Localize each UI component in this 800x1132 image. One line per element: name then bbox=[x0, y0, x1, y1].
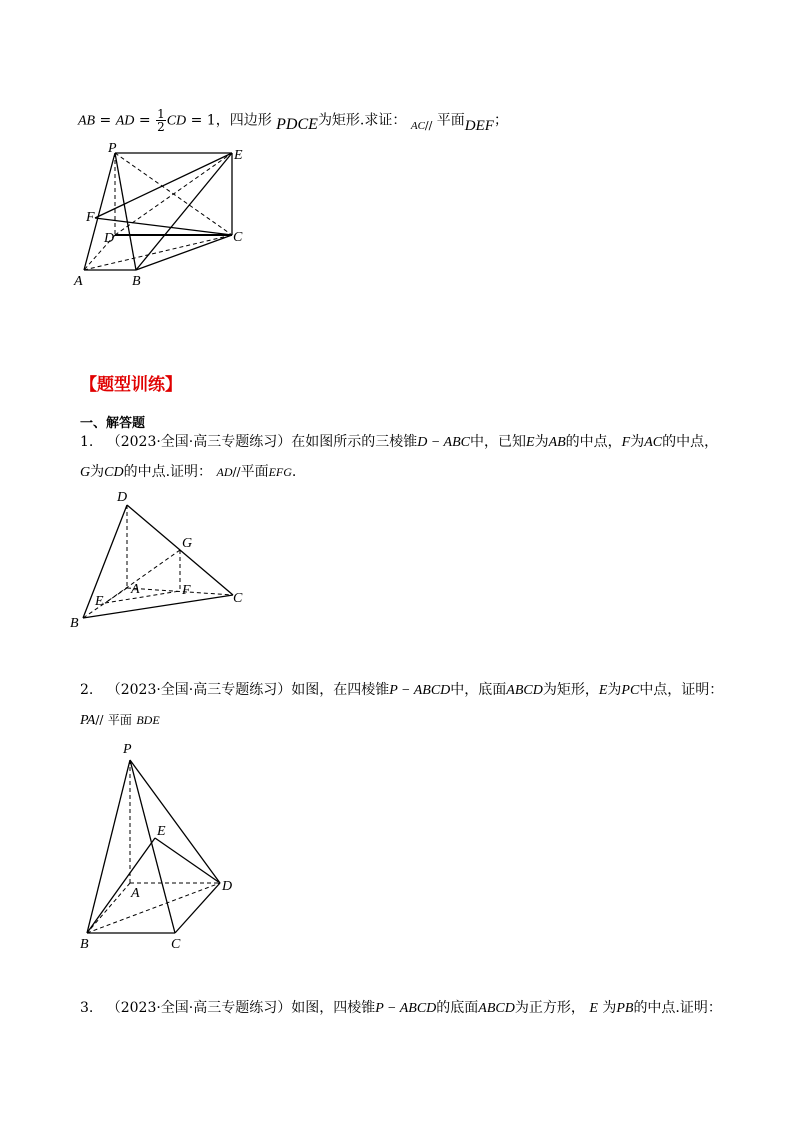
q1-parallel: // bbox=[232, 465, 241, 479]
label-def: DEF bbox=[464, 117, 494, 134]
q1-period: . bbox=[291, 464, 297, 480]
vertex-C: C bbox=[233, 591, 243, 606]
vertex-E: E bbox=[157, 824, 166, 839]
q1-text-3: 的中点， bbox=[565, 434, 622, 450]
q1-segment-ab: AB bbox=[548, 435, 566, 450]
q2-plane-bde: BDE bbox=[136, 713, 160, 727]
label-ac: AC bbox=[410, 119, 425, 132]
section-title: 【题型训练】 bbox=[80, 375, 182, 395]
equals-one: = 1 bbox=[190, 112, 216, 129]
q3-point-e: E bbox=[589, 1001, 598, 1016]
vertex-A: A bbox=[131, 582, 140, 597]
q3-text-2: 为正方形， bbox=[514, 1000, 585, 1016]
label-pdce: PDCE bbox=[276, 115, 318, 133]
segment-ad: AD bbox=[115, 113, 135, 129]
q2-text-2: 为矩形， bbox=[542, 682, 599, 698]
q2-segment-pa: PA bbox=[80, 713, 96, 728]
q1-text-4: 为 bbox=[630, 434, 645, 450]
vertex-D: D bbox=[222, 879, 233, 894]
figure-quadrilateral-pyramid bbox=[75, 735, 255, 960]
q1-text-6: 为 bbox=[90, 464, 105, 480]
q3-text-3: 为 bbox=[602, 1000, 617, 1016]
question-1-line-2 bbox=[80, 462, 296, 483]
question-3-number: 3. bbox=[80, 1000, 94, 1016]
vertex-A: A bbox=[131, 886, 140, 901]
vertex-B: B bbox=[80, 937, 89, 952]
q3-text-1: 的底面 bbox=[436, 1000, 479, 1016]
question-2-line-2 bbox=[80, 710, 160, 731]
q2-plane: 平面 bbox=[107, 713, 132, 727]
q1-plane-efg: EFG bbox=[268, 465, 292, 479]
text-rectangle-prove: 为矩形.求证： bbox=[317, 112, 407, 129]
vertex-D: D bbox=[117, 490, 128, 505]
vertex-P: P bbox=[108, 141, 117, 156]
question-1-line-1 bbox=[80, 432, 718, 453]
question-1-source: （2023·全国·高三专题练习）在如图所示的三棱锥 bbox=[106, 434, 418, 450]
vertex-D: D bbox=[104, 231, 115, 246]
figure-triangular-pyramid bbox=[65, 485, 265, 635]
vertex-G: G bbox=[182, 536, 193, 551]
q1-segment-cd: CD bbox=[104, 465, 124, 480]
fraction-half: $\frac{1}{2}$ bbox=[157, 107, 165, 134]
q2-parallel: // bbox=[95, 713, 104, 727]
vertex-A: A bbox=[74, 274, 83, 289]
question-2-source: （2023·全国·高三专题练习）如图，在四棱锥 bbox=[106, 682, 390, 698]
question-3-source: （2023·全国·高三专题练习）如图，四棱锥 bbox=[106, 1000, 376, 1016]
q1-plane: 平面 bbox=[240, 464, 269, 480]
vertex-F: F bbox=[86, 210, 95, 225]
intro-condition: AB = AD = $\frac{1}{2}$ CD = 1，四边形 PDCE为矩形.求证： $_{AC//}$ 平面DEF； bbox=[78, 107, 508, 134]
q1-point-e: E bbox=[526, 435, 535, 450]
text-plane: 平面 bbox=[436, 112, 465, 129]
q1-point-g: G bbox=[80, 465, 91, 480]
q1-segment-ac: AC bbox=[644, 435, 663, 450]
vertex-E: E bbox=[234, 148, 243, 163]
vertex-B: B bbox=[70, 616, 79, 631]
pyramid-p-abcd: P − ABCD bbox=[389, 683, 451, 698]
subheading-answer-questions: 一、解答题 bbox=[80, 416, 146, 431]
vertex-C: C bbox=[233, 230, 243, 245]
pyramid-d-abc: D − ABC bbox=[417, 435, 470, 450]
semicolon: ； bbox=[493, 112, 508, 129]
vertex-F: F bbox=[182, 583, 191, 598]
q2-point-e: E bbox=[598, 683, 608, 698]
q3-pyramid-p-abcd: P − ABCD bbox=[375, 1001, 437, 1016]
q1-text-5: 的中点， bbox=[662, 434, 719, 450]
segment-cd: CD bbox=[166, 113, 187, 129]
q3-segment-pb: PB bbox=[616, 1001, 634, 1016]
q1-point-f: F bbox=[621, 435, 631, 450]
q2-base-abcd: ABCD bbox=[506, 683, 543, 698]
q2-text-1: 中，底面 bbox=[450, 682, 507, 698]
figure-prism bbox=[70, 140, 260, 295]
q1-text-7: 的中点.证明： bbox=[123, 464, 213, 480]
q1-text-1: 中，已知 bbox=[470, 434, 526, 450]
question-2-number: 2. bbox=[80, 682, 94, 698]
vertex-E: E bbox=[95, 594, 104, 609]
vertex-C: C bbox=[171, 937, 181, 952]
question-2-line-1 bbox=[80, 680, 723, 701]
q2-text-3: 为 bbox=[607, 682, 622, 698]
vertex-P: P bbox=[123, 742, 132, 757]
question-3-line-1 bbox=[80, 998, 722, 1019]
q2-text-4: 中点，证明： bbox=[639, 682, 724, 698]
vertex-B: B bbox=[132, 274, 141, 289]
segment-ab: AB bbox=[78, 113, 96, 129]
q3-text-4: 的中点.证明： bbox=[633, 1000, 722, 1016]
q1-text-2: 为 bbox=[534, 434, 549, 450]
q2-segment-pc: PC bbox=[621, 683, 640, 698]
parallel-symbol: // bbox=[424, 118, 433, 132]
q1-segment-ad: AD bbox=[216, 465, 233, 479]
q3-base-abcd: ABCD bbox=[478, 1001, 515, 1016]
text-quadrilateral: ，四边形 bbox=[215, 112, 272, 129]
question-1-number: 1. bbox=[80, 434, 94, 450]
